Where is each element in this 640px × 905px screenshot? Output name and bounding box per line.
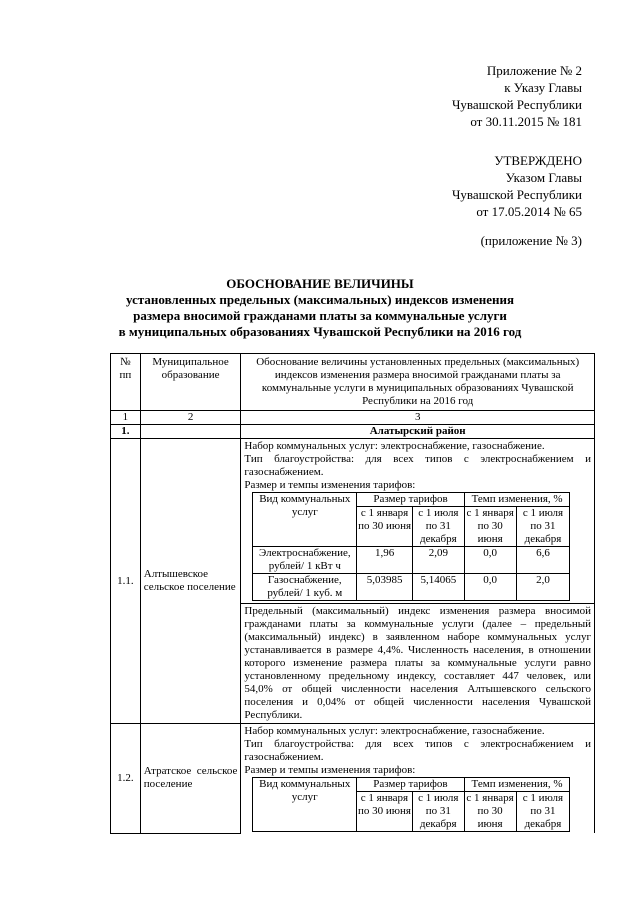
table-row <box>111 724 595 834</box>
period-jan: с 1 января по 30 июня <box>357 792 413 832</box>
tariff-row <box>253 547 570 574</box>
tariffs-label: Размер и темпы изменения тарифов: <box>244 479 416 491</box>
column-number: 2 <box>140 411 241 425</box>
header-num: № пп <box>111 354 141 411</box>
tariff-jul: 5,14065 <box>412 574 464 601</box>
row-municipality: Атратское сельское поселение <box>140 724 241 834</box>
rate-jul: 2,0 <box>516 574 570 601</box>
appendix-block <box>452 62 582 130</box>
rate-jan: 0,0 <box>464 547 516 574</box>
services-text: Набор коммунальных услуг: электроснабжение, газоснабжение. <box>244 440 545 452</box>
header-municipality: Муниципальное образование <box>140 354 241 411</box>
row-municipality: Алтышевское сельское поселение <box>140 439 241 724</box>
rate-jul: 6,6 <box>516 547 570 574</box>
appendix-line: к Указу Главы <box>504 80 582 95</box>
column-number: 3 <box>241 411 595 425</box>
tariff-size-header: Размер тарифов <box>357 493 465 507</box>
column-number: 1 <box>111 411 141 425</box>
period-jan: с 1 января по 30 июня <box>464 792 516 832</box>
tariff-kind-header: Вид коммунальных услуг <box>253 778 357 832</box>
district-num: 1. <box>111 425 141 439</box>
title-line: размера вносимой гражданами платы за коммунальные услуги <box>133 308 507 323</box>
tariff-table <box>252 777 570 832</box>
appendix-note: (приложение № 3) <box>480 233 582 248</box>
tariff-jan: 5,03985 <box>357 574 413 601</box>
appendix-line: от 30.11.2015 № 181 <box>470 114 582 129</box>
title-line: ОБОСНОВАНИЕ ВЕЛИЧИНЫ <box>226 276 414 291</box>
tariff-kind: Электроснабжение, рублей/ 1 кВт ч <box>253 547 357 574</box>
document-title <box>0 276 640 340</box>
services-text: Набор коммунальных услуг: электроснабжение, газоснабжение. <box>244 725 545 737</box>
tariff-jul: 2,09 <box>412 547 464 574</box>
period-jul: с 1 июля по 31 декабря <box>516 792 570 832</box>
row-num: 1.1. <box>111 439 141 724</box>
appendix-line: Приложение № 2 <box>486 63 582 78</box>
approved-line: от 17.05.2014 № 65 <box>476 204 582 219</box>
table-row <box>111 439 595 604</box>
tariff-rate-header: Темп изменения, % <box>464 778 570 792</box>
district-row <box>111 425 595 439</box>
approved-line: Чувашской Республики <box>451 187 582 202</box>
column-number-row <box>111 411 595 425</box>
tariff-rate-header: Темп изменения, % <box>464 493 570 507</box>
header-justification: Обоснование величины установленных предельных (максимальных) индексов изменения размера вносимой гражданами платы за коммунальные услуги в муниципальных образованиях Чувашской Республики на 2016 год <box>241 354 595 411</box>
row-num: 1.2. <box>111 724 141 834</box>
appendix-line: Чувашской Республики <box>451 97 582 112</box>
index-justification-text: Предельный (максимальный) индекс изменения размера вносимой гражданами платы за коммунальные услуги (далее – предельный (максимальный) индекс) в заявленном наборе коммунальных услуг устанавливается в размере 4,4%. Численность населения, в отношении которого изменение размера платы за коммунальные услуги равно установленному предельному индексу, составляет 447 человек, или 54,0% от общей численности населения Алтышевского сельского поселения и 0,04% от общей численности населения Чувашской Республики. <box>241 604 595 724</box>
tariff-size-header: Размер тарифов <box>357 778 465 792</box>
amenity-text: Тип благоустройства: для всех типов с электроснабжением и газоснабжением. <box>244 738 591 763</box>
rate-jan: 0,0 <box>464 574 516 601</box>
approved-block <box>452 152 582 220</box>
period-jan: с 1 января по 30 июня <box>357 507 413 547</box>
amenity-text: Тип благоустройства: для всех типов с электроснабжением и газоснабжением. <box>244 453 591 478</box>
approved-line: УТВЕРЖДЕНО <box>494 153 582 168</box>
tariff-kind-header: Вид коммунальных услуг <box>253 493 357 547</box>
title-line: установленных предельных (максимальных) индексов изменения <box>125 292 515 307</box>
district-name: Алатырский район <box>241 425 595 439</box>
title-line: в муниципальных образованиях Чувашской Республики на 2016 год <box>118 324 522 339</box>
tariffs-label: Размер и темпы изменения тарифов: <box>244 764 416 776</box>
period-jul: с 1 июля по 31 декабря <box>412 507 464 547</box>
period-jul: с 1 июля по 31 декабря <box>412 792 464 832</box>
table-header-row <box>111 354 595 411</box>
tariff-row <box>253 574 570 601</box>
justification-table <box>110 353 595 834</box>
tariff-kind: Газоснабжение, рублей/ 1 куб. м <box>253 574 357 601</box>
period-jan: с 1 января по 30 июня <box>464 507 516 547</box>
period-jul: с 1 июля по 31 декабря <box>516 507 570 547</box>
approved-line: Указом Главы <box>505 170 582 185</box>
tariff-table <box>252 492 570 601</box>
tariff-jan: 1,96 <box>357 547 413 574</box>
